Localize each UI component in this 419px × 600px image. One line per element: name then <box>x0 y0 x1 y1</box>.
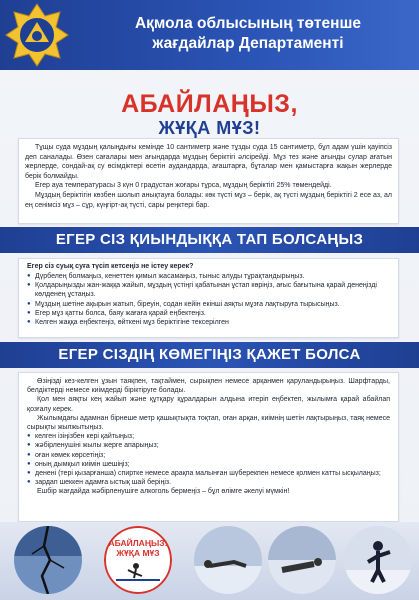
thin-ice-badge <box>104 526 172 594</box>
list-item: ● жәбірленушіні жылы жерге апарыңыз; <box>27 441 390 450</box>
section1-question: Егер сіз суық суға түсіп кетсеңіз не істеу керек? <box>27 263 194 270</box>
rescue-on-ice-image <box>194 526 262 594</box>
section1-box <box>18 258 399 338</box>
list-item: ● оның дымқыл киімін шешіңіз; <box>27 460 390 469</box>
list-item: ● Қолдарыңызды жан-жаққа жайып, мұздың үстіңгі қабатынан ұстап көріңіз, ағыс бағытына қарай денеңізді көлденең ұстаңыз. <box>27 281 390 299</box>
section2-box <box>18 372 399 522</box>
intro-box <box>18 138 399 224</box>
intro-paragraph-2: Егер ауа температурасы 3 күн 0 градустан жоғары тұрса, мұздың беріктігі 25% төмендейді. <box>35 182 332 190</box>
section2-banner-text: ЕГЕР СІЗДІҢ КӨМЕГІҢІЗ ҚАЖЕТ БОЛСА <box>58 346 361 363</box>
list-item: ● Егер мұз қатты болса, баяу жағаға қарай еңбектеңіз. <box>27 309 390 318</box>
list-item: ● зардап шеккен адамға ыстық шай беріңіз. <box>27 478 390 487</box>
illustration-strip <box>0 522 419 600</box>
list-item: ● Мұздың шетіне ақырын жатып, біреуін, содан кейін екінші аяқты мұзға лақтыруға тырысыңыз. <box>27 300 390 309</box>
emergency-emblem-icon <box>4 2 70 68</box>
badge-line2: ЖҰҚА МҰЗ <box>116 548 160 558</box>
list-item: ● оған көмек көрсетіңіз; <box>27 451 390 460</box>
alert-subtitle: ЖҰҚА МҰЗ! <box>158 118 261 138</box>
cracked-ice-image <box>14 526 82 594</box>
intro-paragraph-1: Тұщы суда мұздың қалыңдығы кемінде 10 сантиметр және тұзды суда 15 сантиметр, бұл адам үшін қауіпсіз деп саналады. Өзен сағалары мен ағындарда мұздың беріктігі әлсірейді. Мұз тез және ағынды сулар ағатын жерлерде, сондай-ақ су өсімдіктері өсетін аудандарда, ағаштарға, бұталар мен қамыстарға жақын жерлерде берік болмайды. <box>25 144 392 180</box>
section2-paragraph-2: Қол мен аяқты кең жайып және құтқару құралдарын алдына итеріп еңбектеп, жылымға қарай абайлап қозғалу керек. <box>27 396 390 413</box>
intro-paragraph-3: Мұздың беріктігін көзбен шолып анықтауға болады: көк түсті мұз – берік, ақ түсті мұздың беріктігі 2 есе аз, ал ең сенімсіз мұз – сұр, күңгірт-ақ түсті, сары реңктері бар. <box>25 191 392 209</box>
header-title-line2: жағдайлар Департаменті <box>152 35 344 52</box>
section1-list <box>27 272 390 327</box>
section2-final-warning: Ешбір жағдайда жәбірленушіге алкоголь бермеңіз – бұл өлімге әкелуі мүмкін! <box>37 488 290 496</box>
section1-banner-text: ЕГЕР СІЗ ҚИЫНДЫҚҚА ТАП БОЛСАҢЫЗ <box>55 231 364 248</box>
section2-banner <box>0 342 419 368</box>
section1-banner <box>0 227 419 253</box>
person-on-ice-image <box>344 526 412 594</box>
header-title-line1: Ақмола облысының төтенше <box>134 15 362 32</box>
header-title <box>88 14 408 54</box>
header-bar <box>0 0 419 70</box>
badge-line1: АБАЙЛАҢЫЗ! <box>108 538 168 548</box>
section2-paragraph-1: Өзіңізді кез-келген ұзын таяқпен, тақтаймен, сырықпен немесе арқанмен қаруландырыңыз. Шарфтарды, белдіктерді немесе киімдерді біріктіруге болады. <box>27 378 390 395</box>
list-item: ● Дүрбелең болмаңыз, кенеттен қимыл жасамаңыз, тыныс алуды тұрақтандырыңыз. <box>27 272 390 281</box>
list-item: ● келген ізіңізбен кері қайтыңыз; <box>27 432 390 441</box>
list-item: ● Келген жаққа еңбектеңіз, өйткені мұз беріктігіне тексерілген <box>27 318 390 327</box>
crawling-on-ice-image <box>268 526 336 594</box>
thin-ice-badge-text <box>104 538 172 558</box>
alert-title: АБАЙЛАҢЫЗ, <box>121 90 298 118</box>
list-item: ● денені (тері қызарғанша) спиртке немесе арақпа малынған шүберекпен немесе қолмен катты ысқылаңыз; <box>27 469 390 478</box>
section2-paragraph-3: Жылымдағы адамнан бірнеше метр қашықтықта тоқтап, оған арқан, киімнің шетін лақтырыңыз, таяқ немесе сырықты жылжытыңыз. <box>27 414 390 432</box>
section2-list <box>27 432 390 487</box>
